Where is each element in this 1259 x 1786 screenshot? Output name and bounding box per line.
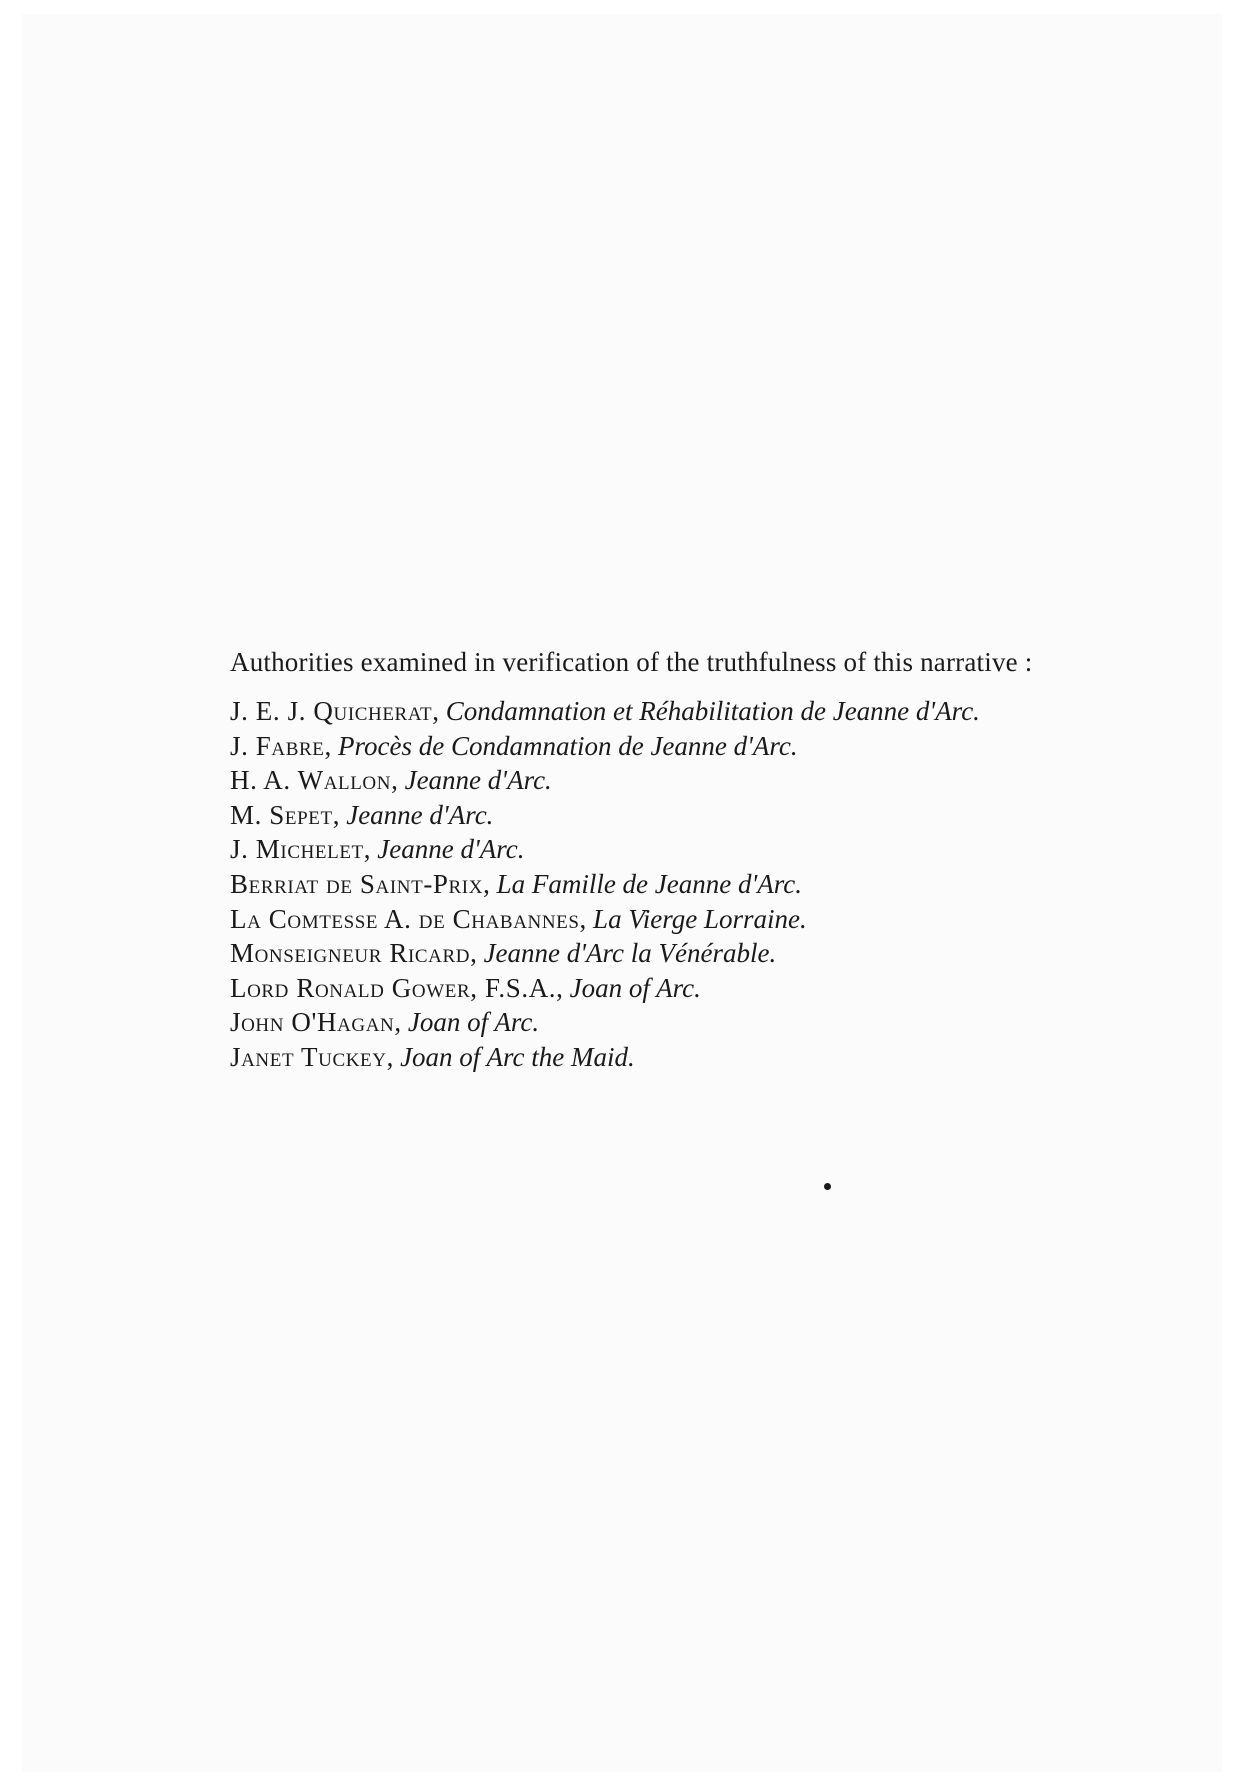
reference-work: Jeanne d'Arc la Vénérable. — [483, 938, 777, 969]
reference-author: H. A. Wallon — [230, 765, 392, 796]
reference-separator: , — [332, 799, 347, 830]
reference-separator: , — [556, 972, 570, 1003]
reference-author: Berriat de Saint-Prix — [230, 868, 484, 899]
reference-separator: , — [483, 868, 497, 899]
authorities-section — [184, 644, 1114, 1075]
reference-work: Procès de Condamnation de Jeanne d'Arc. — [338, 730, 798, 761]
reference-work: La Vierge Lorraine. — [593, 903, 807, 934]
reference-item — [230, 729, 1114, 764]
reference-work: Jeanne d'Arc. — [377, 834, 525, 865]
reference-item — [230, 1040, 1114, 1075]
reference-separator: , — [386, 1041, 401, 1072]
reference-author: J. Michelet — [230, 834, 364, 865]
reference-separator: , — [432, 696, 446, 726]
reference-item — [230, 1005, 1114, 1040]
reference-work: Joan of Arc. — [407, 1007, 540, 1038]
book-page — [22, 14, 1222, 1772]
stray-ink-dot — [824, 1183, 831, 1190]
reference-item — [230, 798, 1114, 833]
reference-separator: , — [363, 834, 378, 865]
reference-work: Joan of Arc the Maid. — [400, 1041, 635, 1072]
reference-separator: , — [391, 765, 405, 796]
reference-work: Jeanne d'Arc. — [346, 799, 494, 830]
reference-author: M. Sepet — [230, 799, 333, 830]
reference-item — [230, 902, 1114, 937]
reference-work: Joan of Arc. — [569, 972, 701, 1003]
reference-work: Condamnation et Réhabilitation de Jeanne d'Arc. — [445, 696, 980, 726]
reference-author: John O'Hagan — [230, 1007, 395, 1038]
reference-list — [184, 694, 1114, 1075]
reference-separator: , — [394, 1007, 408, 1038]
reference-work: Jeanne d'Arc. — [404, 765, 552, 796]
reference-author: La Comtesse A. de Chabannes — [230, 903, 580, 934]
reference-author: Lord Ronald Gower, F.S.A. — [230, 972, 557, 1003]
reference-separator: , — [324, 730, 338, 761]
reference-author: J. E. J. Quicherat — [230, 696, 433, 726]
reference-item — [230, 694, 1114, 729]
reference-item — [230, 971, 1114, 1006]
reference-author: Monseigneur Ricard — [230, 938, 471, 969]
reference-separator: , — [579, 903, 594, 934]
reference-work: La Famille de Jeanne d'Arc. — [496, 868, 802, 899]
reference-item — [230, 832, 1114, 867]
reference-separator: , — [470, 938, 484, 969]
intro-paragraph: Authorities examined in verification of the truthfulness of this narrative : — [230, 647, 1033, 677]
reference-item — [230, 867, 1114, 902]
reference-item — [230, 763, 1114, 798]
reference-author: J. Fabre — [230, 730, 325, 761]
reference-author: Janet Tuckey — [230, 1041, 387, 1072]
reference-item — [230, 936, 1114, 971]
